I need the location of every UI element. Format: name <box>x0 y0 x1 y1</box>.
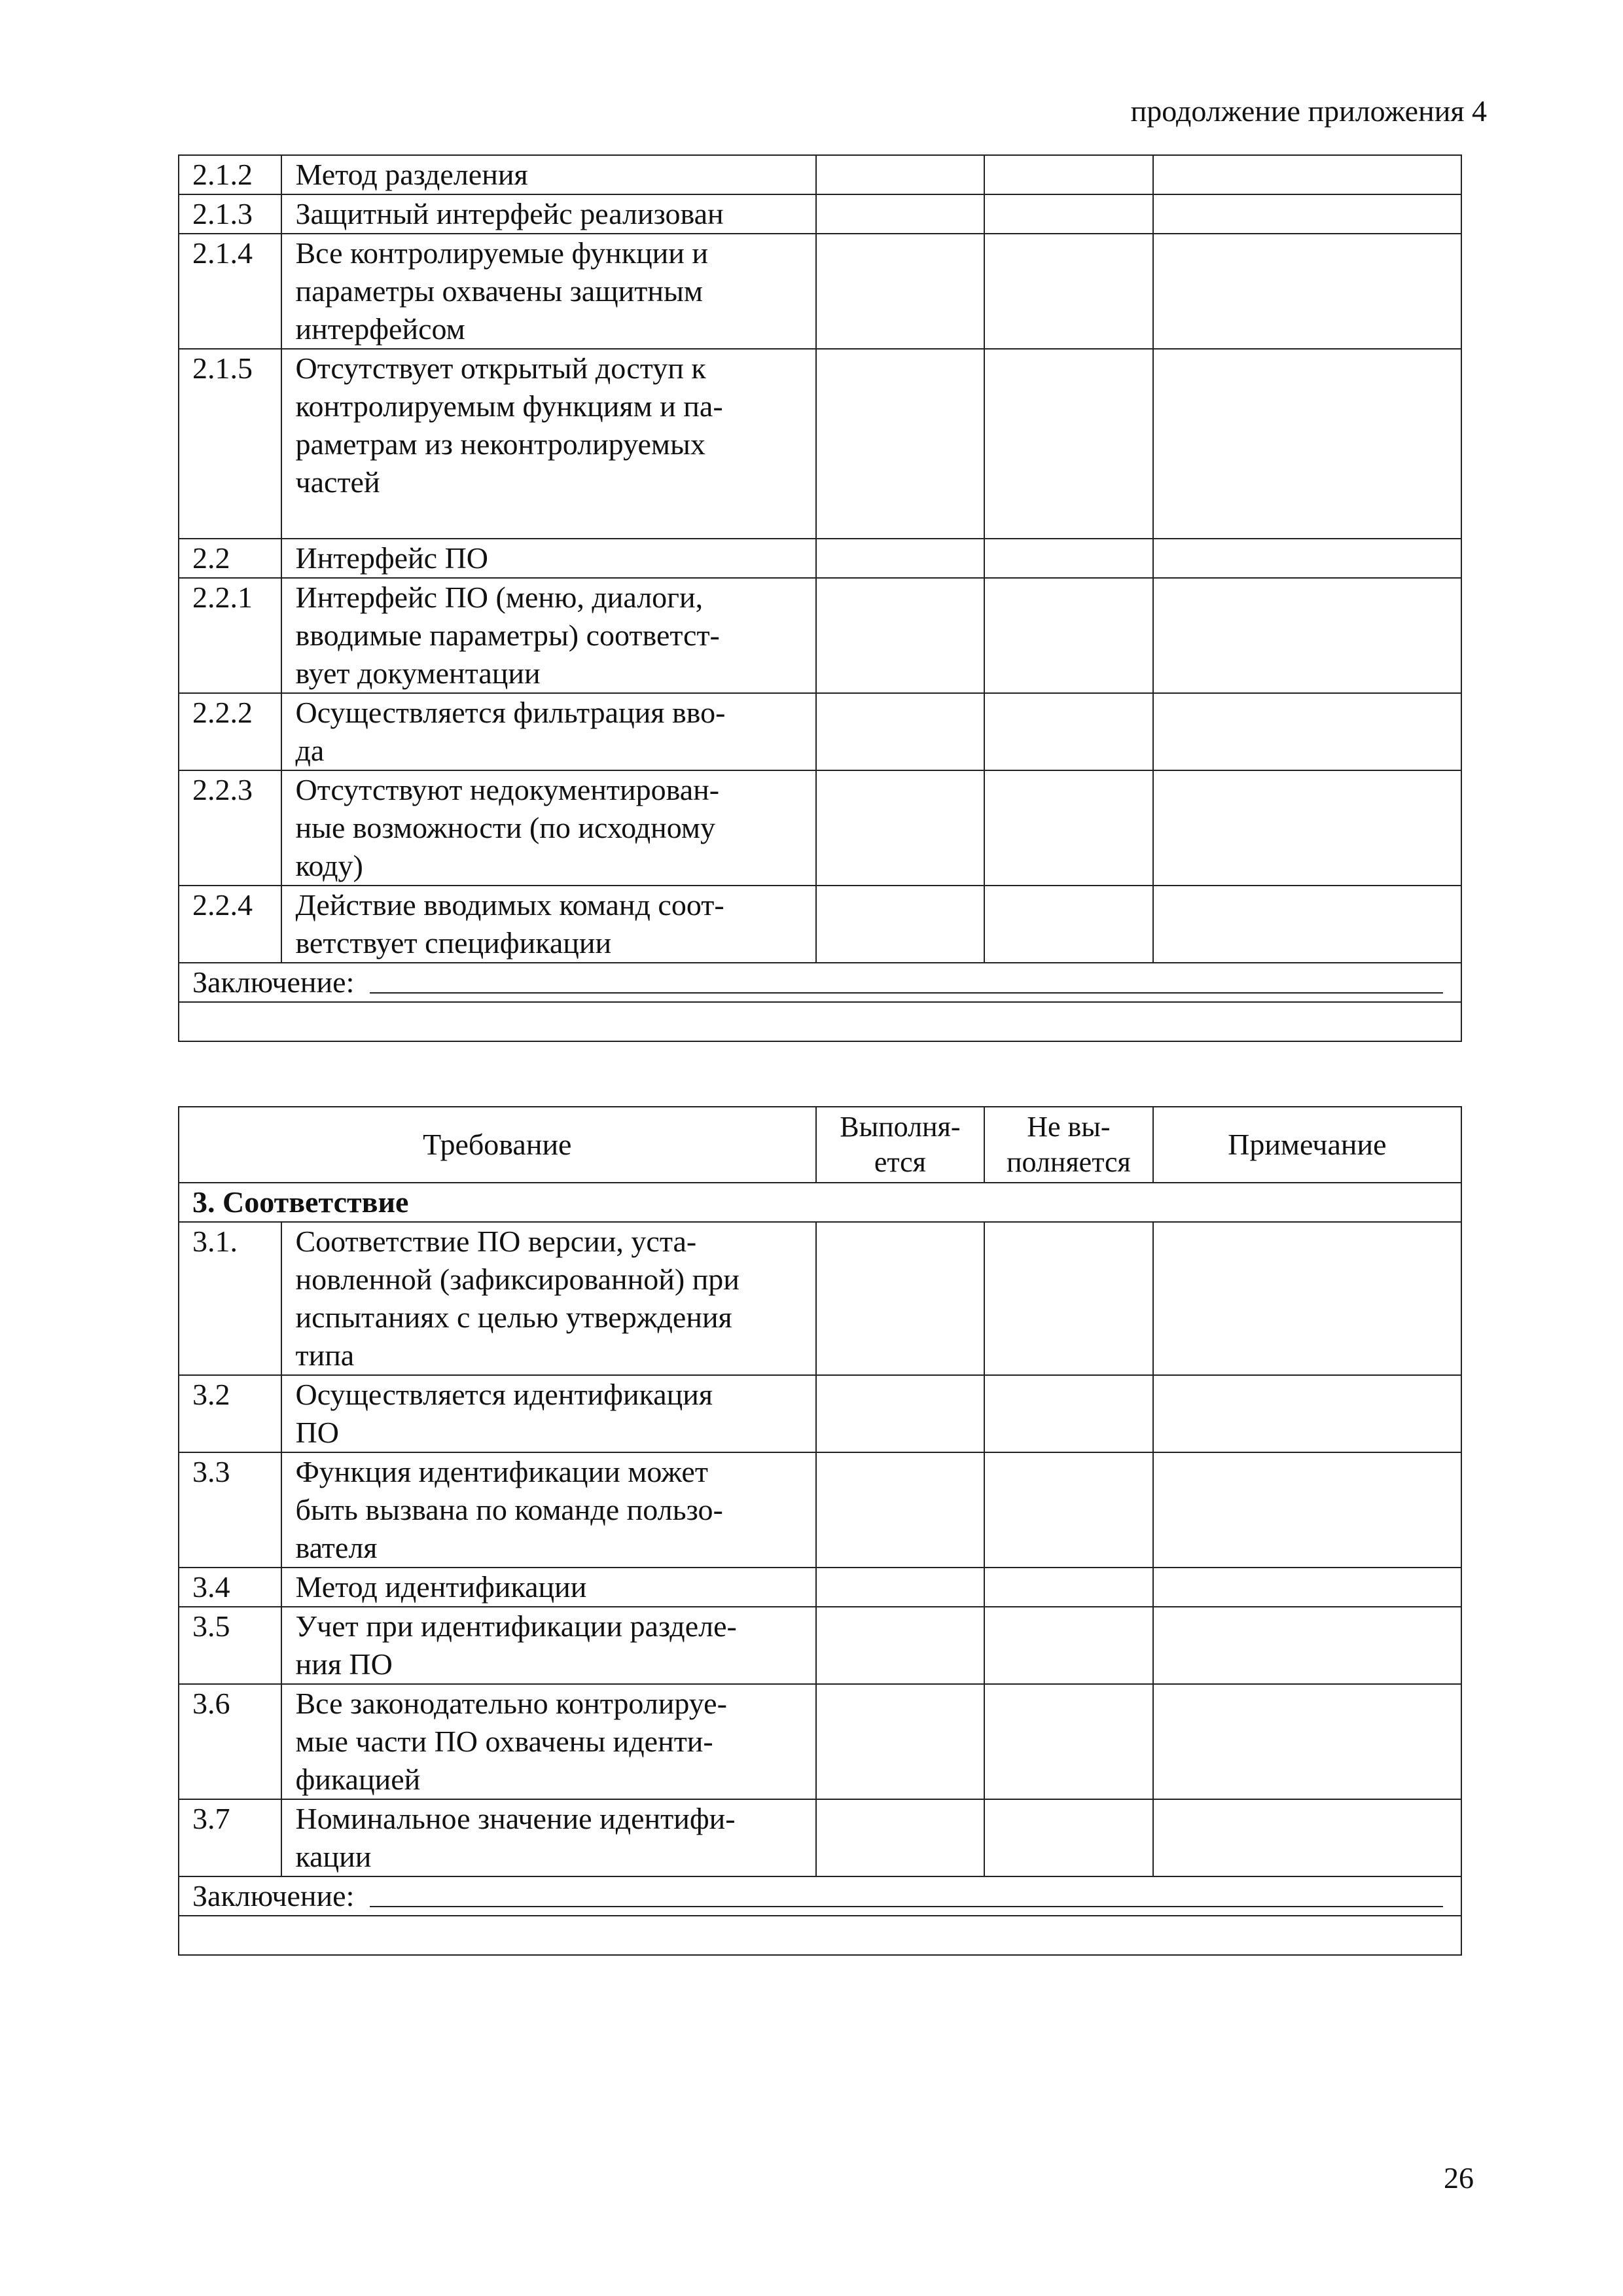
fulfilled-cell[interactable] <box>816 1375 985 1452</box>
row-requirement: Защитный интерфейс реализован <box>281 194 815 234</box>
note-cell[interactable] <box>1153 578 1461 693</box>
header-note: продолжение приложения 4 <box>1130 94 1487 128</box>
table-row <box>179 1799 1461 1876</box>
table-row <box>179 578 1461 693</box>
table-row <box>179 770 1461 886</box>
row-number: 3.3 <box>179 1452 281 1568</box>
fulfilled-cell[interactable] <box>816 1222 985 1375</box>
row-requirement: Осуществляется фильтрация вво- да <box>281 693 815 770</box>
fulfilled-cell[interactable] <box>816 155 985 194</box>
not-fulfilled-cell[interactable] <box>984 155 1153 194</box>
row-requirement: Метод разделения <box>281 155 815 194</box>
row-requirement: Функция идентификации может быть вызвана по команде пользо- вателя <box>281 1452 815 1568</box>
note-cell[interactable] <box>1153 886 1461 963</box>
note-cell[interactable] <box>1153 1568 1461 1607</box>
not-fulfilled-cell[interactable] <box>984 578 1153 693</box>
not-fulfilled-cell[interactable] <box>984 1607 1153 1684</box>
not-fulfilled-cell[interactable] <box>984 234 1153 349</box>
fulfilled-cell[interactable] <box>816 1568 985 1607</box>
table-row <box>179 349 1461 539</box>
not-fulfilled-cell[interactable] <box>984 1222 1153 1375</box>
not-fulfilled-cell[interactable] <box>984 194 1153 234</box>
not-fulfilled-cell[interactable] <box>984 693 1153 770</box>
row-number: 3.7 <box>179 1799 281 1876</box>
table-row <box>179 234 1461 349</box>
row-requirement: Интерфейс ПО <box>281 539 815 578</box>
header-requirement: Требование <box>179 1107 816 1183</box>
row-requirement: Отсутствует открытый доступ к контролируемым функциям и па- раметрам из неконтролируемых частей <box>281 349 815 539</box>
row-number: 2.2.3 <box>179 770 281 886</box>
fulfilled-cell[interactable] <box>816 1684 985 1799</box>
note-cell[interactable] <box>1153 693 1461 770</box>
row-number: 3.4 <box>179 1568 281 1607</box>
header-not-fulfilled: Не вы- полняется <box>984 1107 1153 1183</box>
not-fulfilled-cell[interactable] <box>984 1452 1153 1568</box>
header-fulfilled: Выполня- ется <box>816 1107 985 1183</box>
conclusion-row <box>179 1876 1461 1916</box>
note-cell[interactable] <box>1153 155 1461 194</box>
fulfilled-cell[interactable] <box>816 693 985 770</box>
requirements-table-part-2 <box>178 1106 1462 1956</box>
table-row <box>179 1568 1461 1607</box>
note-cell[interactable] <box>1153 194 1461 234</box>
row-number: 2.1.5 <box>179 349 281 539</box>
conclusion-row <box>179 963 1461 1002</box>
table-row <box>179 1375 1461 1452</box>
fulfilled-cell[interactable] <box>816 886 985 963</box>
conclusion-blank-row[interactable] <box>179 1916 1461 1955</box>
conclusion-cell <box>179 963 1461 1002</box>
fulfilled-cell[interactable] <box>816 578 985 693</box>
row-requirement: Действие вводимых команд соот- ветствует спецификации <box>281 886 815 963</box>
page-number: 26 <box>1444 2161 1474 2195</box>
row-number: 2.1.2 <box>179 155 281 194</box>
note-cell[interactable] <box>1153 349 1461 539</box>
table-row <box>179 1222 1461 1375</box>
row-requirement: Осуществляется идентификация ПО <box>281 1375 815 1452</box>
conclusion-line[interactable] <box>370 963 1443 994</box>
row-requirement: Метод идентификации <box>281 1568 815 1607</box>
row-number: 2.2 <box>179 539 281 578</box>
row-requirement: Интерфейс ПО (меню, диалоги, вводимые параметры) соответст- вует документации <box>281 578 815 693</box>
note-cell[interactable] <box>1153 770 1461 886</box>
row-requirement: Все законодательно контролируе- мые части ПО охвачены иденти- фикацией <box>281 1684 815 1799</box>
not-fulfilled-cell[interactable] <box>984 349 1153 539</box>
note-cell[interactable] <box>1153 1375 1461 1452</box>
row-number: 2.2.2 <box>179 693 281 770</box>
fulfilled-cell[interactable] <box>816 539 985 578</box>
fulfilled-cell[interactable] <box>816 1452 985 1568</box>
not-fulfilled-cell[interactable] <box>984 770 1153 886</box>
note-cell[interactable] <box>1153 1452 1461 1568</box>
row-number: 3.6 <box>179 1684 281 1799</box>
note-cell[interactable] <box>1153 1684 1461 1799</box>
fulfilled-cell[interactable] <box>816 194 985 234</box>
row-number: 3.2 <box>179 1375 281 1452</box>
table-row <box>179 693 1461 770</box>
table-row <box>179 1684 1461 1799</box>
note-cell[interactable] <box>1153 539 1461 578</box>
fulfilled-cell[interactable] <box>816 349 985 539</box>
row-number: 2.1.4 <box>179 234 281 349</box>
not-fulfilled-cell[interactable] <box>984 1799 1153 1876</box>
row-number: 2.2.4 <box>179 886 281 963</box>
conclusion-cell <box>179 1876 1461 1916</box>
table-row <box>179 155 1461 194</box>
not-fulfilled-cell[interactable] <box>984 1375 1153 1452</box>
conclusion-line[interactable] <box>370 1877 1443 1907</box>
not-fulfilled-cell[interactable] <box>984 539 1153 578</box>
row-requirement: Все контролируемые функции и параметры охвачены защитным интерфейсом <box>281 234 815 349</box>
row-number: 3.5 <box>179 1607 281 1684</box>
row-number: 2.2.1 <box>179 578 281 693</box>
table-row <box>179 1452 1461 1568</box>
conclusion-label: Заключение: <box>192 1879 355 1912</box>
not-fulfilled-cell[interactable] <box>984 886 1153 963</box>
row-requirement: Отсутствуют недокументирован- ные возможности (по исходному коду) <box>281 770 815 886</box>
note-cell[interactable] <box>1153 1799 1461 1876</box>
row-number: 2.1.3 <box>179 194 281 234</box>
not-fulfilled-cell[interactable] <box>984 1684 1153 1799</box>
fulfilled-cell[interactable] <box>816 234 985 349</box>
note-cell[interactable] <box>1153 1607 1461 1684</box>
note-cell[interactable] <box>1153 1222 1461 1375</box>
section-row <box>179 1183 1461 1222</box>
row-requirement: Учет при идентификации разделе- ния ПО <box>281 1607 815 1684</box>
table-row <box>179 886 1461 963</box>
conclusion-blank-row[interactable] <box>179 1002 1461 1041</box>
fulfilled-cell[interactable] <box>816 1799 985 1876</box>
row-requirement: Номинальное значение идентифи- кации <box>281 1799 815 1876</box>
note-cell[interactable] <box>1153 234 1461 349</box>
table-row <box>179 1607 1461 1684</box>
table-row <box>179 194 1461 234</box>
header-note: Примечание <box>1153 1107 1461 1183</box>
table-row <box>179 539 1461 578</box>
requirements-table-part-1 <box>178 154 1462 1042</box>
row-requirement: Соответствие ПО версии, уста- новленной (зафиксированной) при испытаниях с целью утверждения типа <box>281 1222 815 1375</box>
fulfilled-cell[interactable] <box>816 1607 985 1684</box>
fulfilled-cell[interactable] <box>816 770 985 886</box>
row-number: 3.1. <box>179 1222 281 1375</box>
not-fulfilled-cell[interactable] <box>984 1568 1153 1607</box>
conclusion-label: Заключение: <box>192 965 355 999</box>
section-title: 3. Соответствие <box>179 1183 1461 1222</box>
table-header-row <box>179 1107 1461 1183</box>
